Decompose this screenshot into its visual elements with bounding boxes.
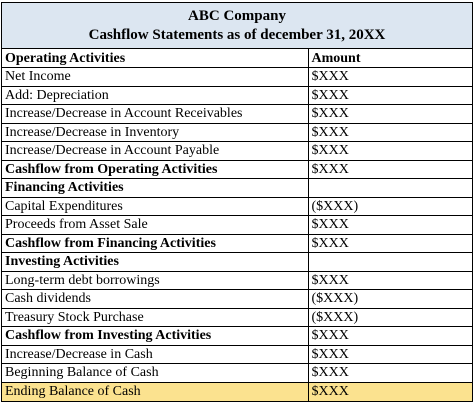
table-row — [2, 382, 472, 401]
row-label: Cash dividends — [2, 290, 308, 309]
table-row — [2, 68, 472, 87]
row-label: Proceeds from Asset Sale — [2, 216, 308, 235]
row-amount: $XXX — [308, 364, 472, 383]
row-amount: $XXX — [308, 86, 472, 105]
row-label: Financing Activities — [2, 179, 308, 198]
row-label: Increase/Decrease in Account Payable — [2, 142, 308, 161]
row-amount: $XXX — [308, 68, 472, 87]
statement-title: Cashflow Statements as of december 31, 20XX — [88, 27, 386, 43]
table-row — [2, 327, 472, 346]
row-label: Increase/Decrease in Account Receivables — [2, 105, 308, 124]
row-amount: $XXX — [308, 105, 472, 124]
row-amount: $XXX — [308, 271, 472, 290]
row-amount: $XXX — [308, 234, 472, 253]
table-row — [2, 308, 472, 327]
statement-header — [2, 3, 472, 49]
table-row — [2, 216, 472, 235]
row-label: Net Income — [2, 68, 308, 87]
row-label: Cashflow from Investing Activities — [2, 327, 308, 346]
table-row — [2, 197, 472, 216]
table-row — [2, 105, 472, 124]
table-row — [2, 345, 472, 364]
table-row — [2, 123, 472, 142]
table-row — [2, 364, 472, 383]
table-header-row — [2, 49, 472, 68]
company-name: ABC Company — [188, 8, 286, 24]
table-row — [2, 86, 472, 105]
table-row — [2, 234, 472, 253]
row-label: Beginning Balance of Cash — [2, 364, 308, 383]
row-amount — [308, 179, 472, 198]
column-header-label: Operating Activities — [2, 49, 308, 68]
cashflow-statement — [1, 2, 473, 402]
column-header-amount: Amount — [308, 49, 472, 68]
table-row — [2, 179, 472, 198]
row-label: Cashflow from Financing Activities — [2, 234, 308, 253]
row-amount: $XXX — [308, 327, 472, 346]
row-amount — [308, 253, 472, 272]
table-row — [2, 271, 472, 290]
row-amount: ($XXX) — [308, 290, 472, 309]
table-row — [2, 290, 472, 309]
row-amount: ($XXX) — [308, 308, 472, 327]
row-amount: $XXX — [308, 123, 472, 142]
row-amount: $XXX — [308, 160, 472, 179]
row-label: Increase/Decrease in Cash — [2, 345, 308, 364]
table-row — [2, 160, 472, 179]
row-label: Cashflow from Operating Activities — [2, 160, 308, 179]
row-label: Treasury Stock Purchase — [2, 308, 308, 327]
table-row — [2, 142, 472, 161]
cashflow-table — [2, 49, 472, 401]
row-amount: ($XXX) — [308, 197, 472, 216]
row-label: Add: Depreciation — [2, 86, 308, 105]
row-label: Long-term debt borrowings — [2, 271, 308, 290]
row-amount: $XXX — [308, 382, 472, 401]
row-label: Investing Activities — [2, 253, 308, 272]
table-row — [2, 253, 472, 272]
row-amount: $XXX — [308, 345, 472, 364]
table-body — [2, 68, 472, 401]
row-amount: $XXX — [308, 142, 472, 161]
row-label: Capital Expenditures — [2, 197, 308, 216]
row-label: Ending Balance of Cash — [2, 382, 308, 401]
row-amount: $XXX — [308, 216, 472, 235]
row-label: Increase/Decrease in Inventory — [2, 123, 308, 142]
